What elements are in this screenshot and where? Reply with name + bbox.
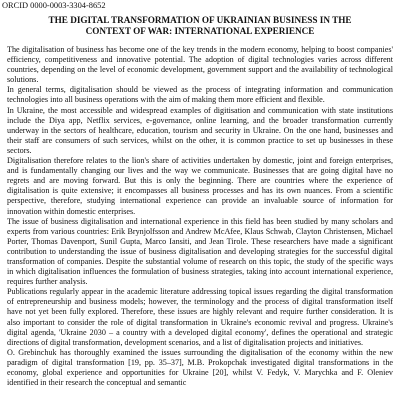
body-paragraph: O. Grebinchuk has thoroughly examined the issues surrounding the digitalisation of the economy within the new paradigm of digital transformation [19, pp. 35–37], M.B. Prokopchak investigated digital transformations in the economy, global experience and opportunities for Ukraine [20], whilst V. Fedyk, V. Marychka and F. Oleniev identified in their research the conceptual and semantic <box>7 347 393 388</box>
body-paragraph: Publications regularly appear in the academic literature addressing topical issues regarding the digital transformation of entrepreneurship and business models; however, the terminology and the process of digital transformation itself have not yet been fully explored. Therefore, these issues are highly relevant and require further consideration. It is also important to consider the role of digital transformation in Ukraine's economic revival and progress. Ukraine's digital agenda, 'Ukraine 2030 – a country with a developed digital economy', defines the operational and strategic directions of digital transformation, development scenarios, and a list of digitalisation projects and initiatives. <box>7 287 393 347</box>
body-paragraph: The digitalisation of business has become one of the key trends in the modern economy, helping to boost companies' efficiency, competitiveness and innovative potential. The adoption of digital technologies varies across different countries, depending on the level of economic development, government support and the availability of technological solutions. <box>7 45 393 85</box>
body-paragraph: Digitalisation therefore relates to the lion's share of activities undertaken by domestic, joint and foreign enterprises, and is fundamentally changing our lives and the way we communicate. Businesses that are going digital have no regrets and are moving forward. But this is only the beginning. There are countries where the experience of digitalisation is quite extensive; it encompasses all business processes and has its own nuances. From a scientific perspective, therefore, studying international experience can provide an invaluable source of information for innovation within domestic enterprises. <box>7 156 393 216</box>
paper-title-line-2: CONTEXT OF WAR: INTERNATIONAL EXPERIENCE <box>85 26 315 36</box>
body-paragraph: The issue of business digitalisation and international experience in this field has been studied by many scholars and experts from various countries: Erik Brynjolfsson and Andrew McAfee, Klaus Schwab, Clayton Christensen, Michael Porter, Thomas Davenport, Sunil Gupta, Marco Iansiti, and Jean Tirole. These researchers have made a significant contribution to understanding the issue of business digitalisation and developing strategies for the successful digital transformation of companies. Despite the substantial volume of research on this topic, the study of the specific ways in which digitalisation influences the formulation of business strategies, taking into account international experience, requires further analysis. <box>7 216 393 287</box>
paper-title <box>8 15 392 37</box>
body-paragraph: In general terms, digitalisation should be viewed as the process of integrating information and communication technologies into all business operations with the aim of making them more efficient and flexible. <box>7 85 393 105</box>
paper-body <box>7 45 393 388</box>
orcid-identifier: ORCID 0000-0003-3304-8652 <box>2 1 106 10</box>
paper-title-line-1: THE DIGITAL TRANSFORMATION OF UKRAINIAN BUSINESS IN THE <box>48 15 352 25</box>
body-paragraph: In Ukraine, the most accessible and widespread examples of digitisation and communication with state institutions include the Diya app, Netflix services, e-governance, online learning, and the broader transformation currently underway in the sectors of healthcare, education, tourism and security in Ukraine. On the one hand, businesses and their staff are consumers of such services, whilst on the other, it is common practice to set up businesses in these sectors. <box>7 105 393 155</box>
